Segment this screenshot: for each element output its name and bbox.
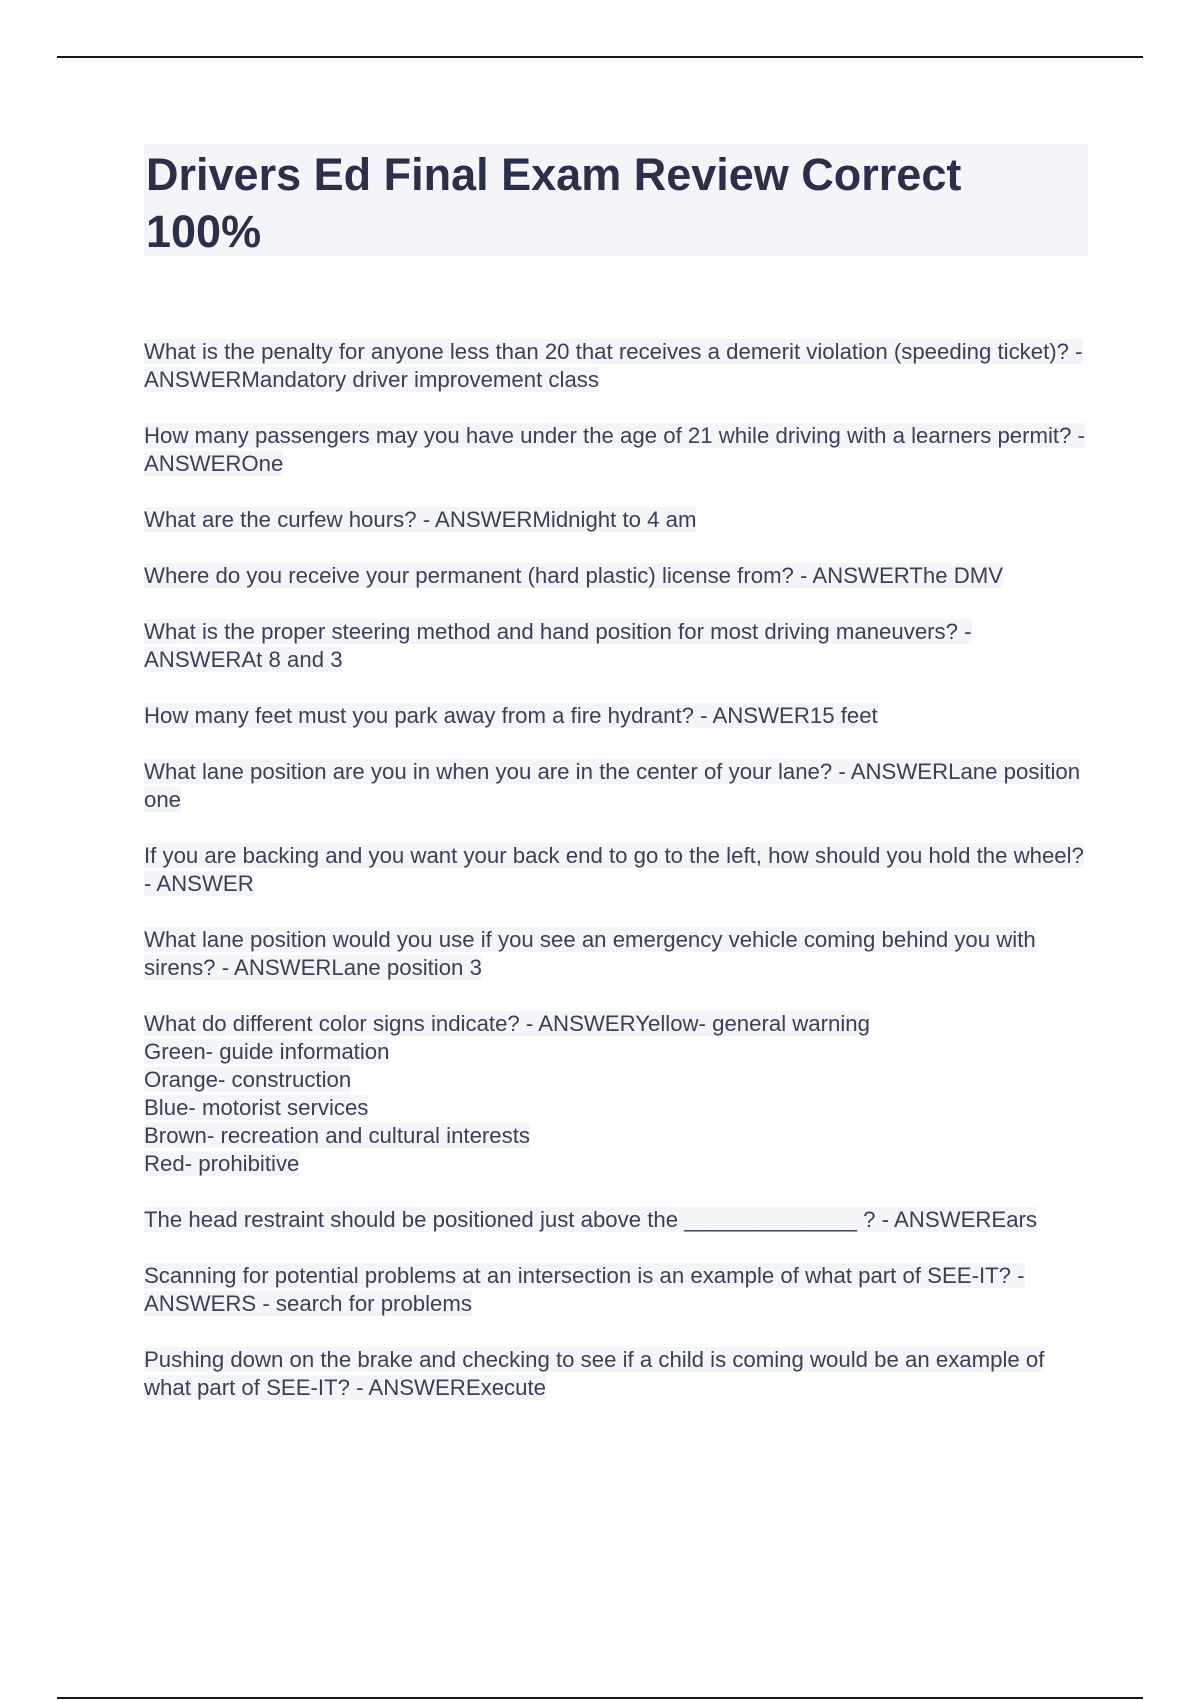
qa-item [144, 1346, 1094, 1402]
qa-text: Scanning for potential problems at an intersection is an example of what part of SEE-IT? - ANSWERS - search for problems [144, 1263, 1025, 1316]
qa-item [144, 926, 1094, 982]
qa-text: How many feet must you park away from a fire hydrant? - ANSWER15 feet [144, 703, 878, 728]
qa-text: Where do you receive your permanent (hard plastic) license from? - ANSWERThe DMV [144, 563, 1004, 588]
qa-item [144, 562, 1094, 590]
qa-text: What is the proper steering method and hand position for most driving maneuvers? - ANSWERAt 8 and 3 [144, 619, 972, 672]
qa-text: What is the penalty for anyone less than 20 that receives a demerit violation (speeding ticket)? - ANSWERMandatory driver improvement class [144, 339, 1083, 392]
qa-item [144, 618, 1094, 674]
qa-text: What lane position are you in when you are in the center of your lane? - ANSWERLane position one [144, 759, 1081, 812]
qa-item [144, 702, 1094, 730]
qa-item [144, 758, 1094, 814]
qa-text: Pushing down on the brake and checking to see if a child is coming would be an example of what part of SEE-IT? - ANSWERExecute [144, 1347, 1045, 1400]
qa-item [144, 842, 1094, 898]
qa-text: What do different color signs indicate? - ANSWERYellow- general warning Green- guide information Orange- construction Blue- motorist services Brown- recreation and cultural interests Red- prohibitive [144, 1011, 870, 1176]
page-title: Drivers Ed Final Exam Review Correct 100% [146, 149, 962, 257]
qa-list [144, 338, 1094, 1430]
qa-text: The head restraint should be positioned just above the ______________ ? - ANSWEREars [144, 1207, 1038, 1232]
qa-item [144, 1010, 1094, 1178]
bottom-rule [57, 1697, 1143, 1699]
qa-item [144, 1262, 1094, 1318]
qa-text: What are the curfew hours? - ANSWERMidnight to 4 am [144, 507, 697, 532]
qa-text: How many passengers may you have under the age of 21 while driving with a learners permit? - ANSWEROne [144, 423, 1085, 476]
qa-text: What lane position would you use if you see an emergency vehicle coming behind you with sirens? - ANSWERLane position 3 [144, 927, 1036, 980]
qa-item [144, 1206, 1094, 1234]
qa-item [144, 506, 1094, 534]
qa-item [144, 338, 1094, 394]
top-rule [57, 56, 1143, 58]
qa-item [144, 422, 1094, 478]
qa-text: If you are backing and you want your back end to go to the left, how should you hold the wheel? - ANSWER [144, 843, 1084, 896]
